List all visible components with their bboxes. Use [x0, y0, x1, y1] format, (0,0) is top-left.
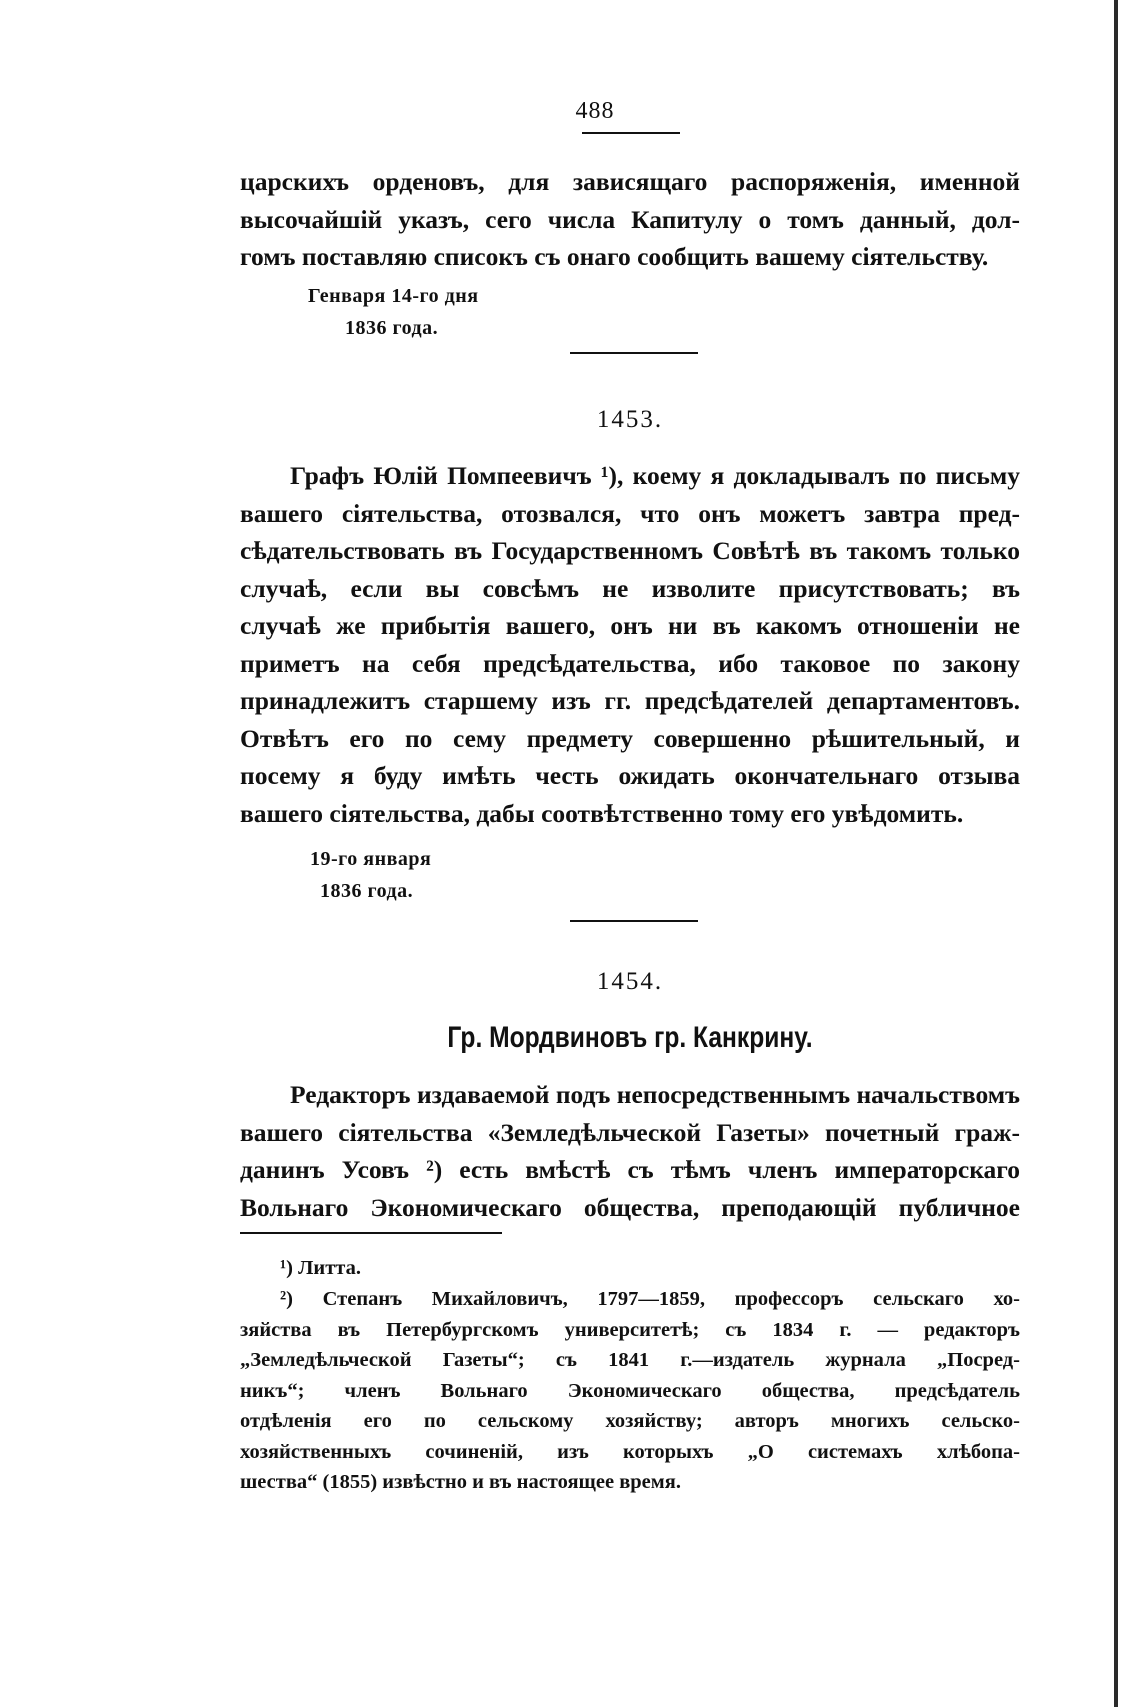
text-line: гомъ поставляю списокъ съ онаго сообщить вашему сіятельству. — [240, 242, 989, 271]
top-date-line2: 1836 года. — [345, 317, 439, 339]
section-separator — [570, 352, 698, 354]
text-line: вашего сіятельства «Земледѣльческой Газеты» почетный граж- — [240, 1117, 1020, 1147]
text-line: Редакторъ издаваемой подъ непосредственнымъ начальствомъ — [290, 1080, 1020, 1109]
footnote-2 — [240, 1284, 1020, 1498]
footnote-line: отдѣленія его по сельскому хозяйству; авторъ многихъ сельско- — [240, 1410, 1020, 1432]
footnote-mark: ²) — [280, 1288, 293, 1310]
footnote-mark: ¹) — [280, 1257, 293, 1279]
footnote-rule — [240, 1232, 502, 1234]
footnote-line: шества“ (1855) извѣстно и въ настоящее время. — [240, 1471, 681, 1493]
text-line: Отвѣтъ его по сему предмету совершенно рѣшительный, и — [240, 723, 1020, 753]
footnote-line — [240, 1253, 1020, 1284]
text-line: случаѣ, если вы совсѣмъ не изволите присутствовать; въ — [240, 573, 1020, 603]
document-number-1453: 1453. — [596, 406, 664, 433]
page-number: 488 — [575, 98, 615, 124]
footnote-line — [240, 1284, 1020, 1315]
page-number-rule — [582, 132, 680, 134]
text-line: приметъ на себя предсѣдательства, ибо таковое по закону — [240, 648, 1020, 678]
text-line: данинъ Усовъ ²) есть вмѣстѣ съ тѣмъ членъ императорскаго — [240, 1155, 1020, 1184]
document-1454-text — [240, 1076, 1020, 1226]
doc-1453-date-line1: 19-го января — [310, 848, 432, 870]
section-separator — [570, 920, 698, 922]
document-number-1454: 1454. — [596, 968, 664, 995]
text-line: принадлежитъ старшему изъ гг. предсѣдателей департаментовъ. — [240, 686, 1020, 715]
text-line: случаѣ же прибытія вашего, онъ ни въ какомъ отношеніи не — [240, 611, 1020, 640]
footnote-line: никъ“; членъ Вольнаго Экономическаго общества, предсѣдатель — [240, 1379, 1020, 1402]
text-line: высочайшій указъ, сего числа Капитулу о томъ данный, дол- — [240, 204, 1020, 234]
footnote-line: хозяйственныхъ сочиненій, изъ которыхъ „О системахъ хлѣбопа- — [240, 1440, 1020, 1463]
text-line: царскихъ орденовъ, для зависящаго распоряженія, именной — [240, 167, 1020, 196]
text-line: посему я буду имѣть честь ожидать окончательнаго отзыва — [240, 761, 1020, 790]
text-line: сѣдательствовать въ Государственномъ Совѣтѣ въ такомъ только — [240, 536, 1020, 565]
doc-1453-date-line2: 1836 года. — [320, 880, 414, 902]
footnote-line: „Земледѣльческой Газеты“; съ 1841 г.—издатель журнала „Посред- — [240, 1349, 1020, 1371]
document-1454-heading: Гр. Мордвиновъ гр. Канкрину. — [447, 1021, 813, 1054]
top-date-line1: Генваря 14-го дня — [308, 285, 479, 307]
top-paragraph — [240, 163, 1020, 276]
text-line: Графъ Юлій Помпеевичъ ¹), коему я докладывалъ по письму — [290, 461, 1020, 490]
text-line: вашего сіятельства, отозвался, что онъ можетъ завтра пред- — [240, 498, 1020, 528]
text-line: вашего сіятельства, дабы соотвѣтственно тому его увѣдомить. — [240, 798, 964, 828]
footnote-text: Литта. — [298, 1257, 361, 1279]
footnote-text: Степанъ Михайловичъ, 1797—1859, профессоръ сельскаго хо- — [322, 1288, 1021, 1310]
footnote-line: зяйства въ Петербургскомъ университетѣ; съ 1834 г. — редакторъ — [240, 1318, 1020, 1341]
text-line: Вольнаго Экономическаго общества, преподающій публичное — [240, 1192, 1020, 1222]
footnote-1 — [240, 1253, 1020, 1284]
document-1453-text — [240, 457, 1020, 832]
